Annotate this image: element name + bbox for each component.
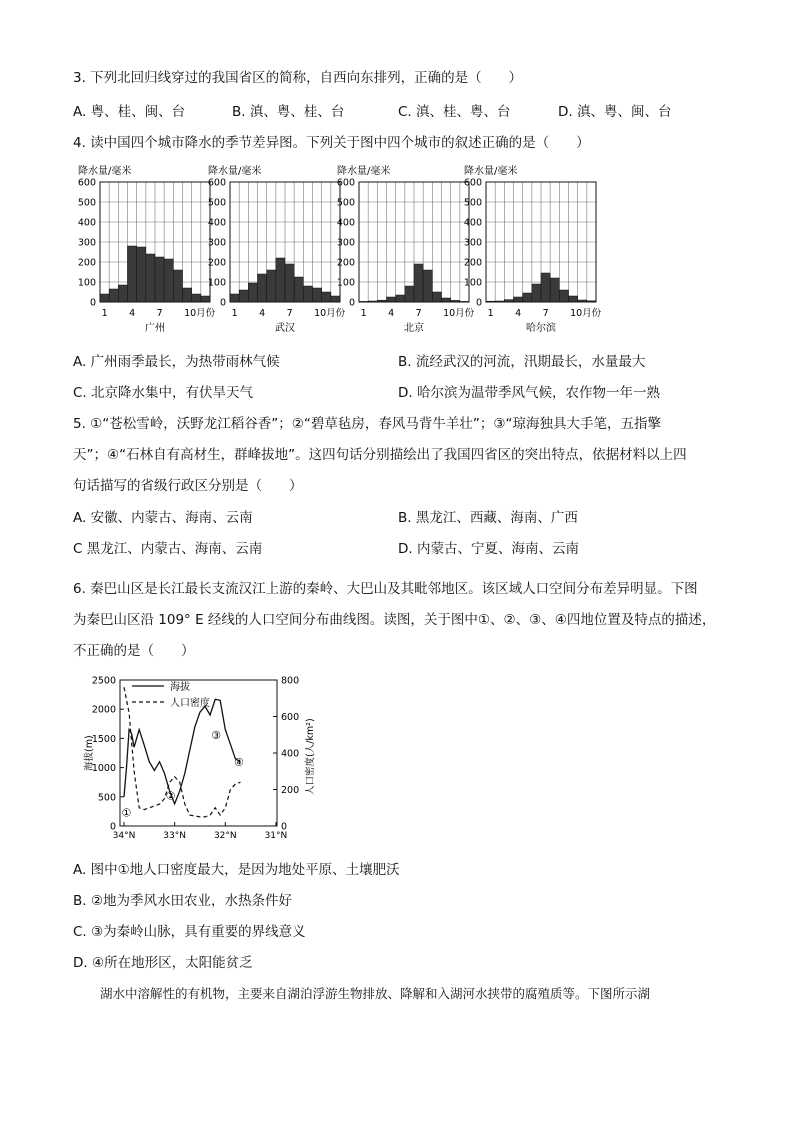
q5-stem-line-3: 句话描写的省级行政区分别是（ ） — [73, 478, 303, 494]
q5-option-b[interactable]: B. 黑龙江、西藏、海南、广西 — [398, 510, 578, 526]
q6-option-c[interactable]: C. ③为秦岭山脉，具有重要的界线意义 — [73, 924, 306, 940]
y-tick-label: 500 — [207, 197, 226, 209]
precip-bar — [322, 292, 331, 302]
precip-chart-wuhan — [208, 164, 346, 334]
y-tick-label: 500 — [336, 197, 355, 209]
x-tick-label: 33°N — [163, 831, 186, 841]
x-tick-label: 32°N — [213, 831, 237, 841]
q3-option-d[interactable]: D. 滇、粤、闽、台 — [558, 104, 672, 120]
q5-option-d[interactable]: D. 内蒙古、宁夏、海南、云南 — [398, 541, 579, 557]
precip-charts — [70, 158, 610, 338]
x-tick-label: 1 — [487, 308, 494, 319]
y-tick-label: 200 — [207, 257, 226, 269]
precip-bar — [146, 254, 155, 302]
precip-chart-harbin — [464, 164, 602, 334]
y-tick-label: 100 — [336, 277, 355, 289]
y-tick-label: 400 — [463, 217, 482, 229]
precip-bar — [414, 264, 423, 302]
precip-bar — [294, 277, 303, 302]
y-tick-label: 100 — [463, 277, 482, 289]
q5-stem-line-1: 5. ①“苍松雪岭，沃野龙江稻谷香”；②“碧草毡房，春风马背牛羊壮”；③“琼海独具大手笔，五指擎 — [73, 416, 661, 432]
precip-bar — [276, 258, 285, 302]
precip-bar — [405, 286, 414, 302]
elevation-line — [124, 699, 241, 804]
precip-bar — [387, 297, 396, 302]
y-tick-label: 200 — [336, 257, 355, 269]
footer-text: 湖水中溶解性的有机物，主要来自湖泊浮游生物排放、降解和入湖河水挟带的腐殖质等。下图所示湖 — [100, 986, 651, 1001]
right-tick-label: 400 — [281, 748, 300, 760]
precip-city-label: 武汉 — [275, 323, 295, 334]
x-tick-label: 10月份 — [314, 308, 346, 319]
q4-option-d[interactable]: D. 哈尔滨为温带季风气候，农作物一年一熟 — [398, 385, 660, 401]
precip-bar — [164, 259, 173, 302]
point-label: ③ — [211, 728, 222, 742]
precip-bar — [109, 289, 118, 302]
left-tick-label: 1500 — [91, 733, 116, 745]
right-axis-title: 人口密度(人/km²) — [305, 718, 316, 795]
y-tick-label: 300 — [207, 237, 226, 249]
precip-bar — [155, 257, 164, 302]
q4-option-a[interactable]: A. 广州雨季最长，为热带雨林气候 — [73, 354, 280, 370]
precip-bar — [442, 298, 451, 302]
q3-option-a[interactable]: A. 粤、桂、闽、台 — [73, 104, 186, 120]
right-tick-label: 600 — [281, 712, 300, 723]
y-tick-label: 300 — [336, 237, 355, 249]
y-tick-label: 300 — [77, 237, 96, 249]
y-tick-label: 200 — [463, 257, 482, 269]
q6-stem-line-1: 6. 秦巴山区是长江最长支流汉江上游的秦岭、大巴山及其毗邻地区。该区域人口空间分布差异明显。下图 — [73, 581, 698, 597]
point-label: ④ — [233, 755, 244, 769]
precip-bar — [559, 290, 568, 302]
left-tick-label: 1000 — [91, 763, 116, 775]
q4-stem: 4. 读中国四个城市降水的季节差异图。下列关于图中四个城市的叙述正确的是（ ） — [73, 135, 590, 151]
y-tick-label: 100 — [207, 277, 226, 289]
q4-option-b[interactable]: B. 流经武汉的河流，汛期最长，水量最大 — [398, 354, 646, 370]
y-tick-label: 0 — [89, 297, 96, 309]
y-tick-label: 600 — [336, 177, 355, 189]
q5-option-a[interactable]: A. 安徽、内蒙古、海南、云南 — [73, 510, 253, 526]
x-tick-label: 10月份 — [570, 308, 602, 319]
y-tick-label: 500 — [463, 197, 482, 209]
precip-bar — [569, 296, 578, 302]
x-tick-label: 7 — [415, 308, 422, 319]
precip-bar — [137, 247, 146, 302]
precip-bar — [303, 286, 312, 302]
precip-bar — [285, 264, 294, 302]
precip-ylabel: 降水量/毫米 — [337, 166, 391, 177]
x-tick-label: 4 — [515, 308, 522, 319]
x-tick-label: 1 — [231, 308, 238, 319]
x-tick-label: 7 — [542, 308, 549, 319]
y-tick-label: 300 — [463, 237, 482, 249]
q3-stem: 3. 下列北回归线穿过的我国省区的简称，自西向东排列，正确的是（ ） — [73, 70, 523, 86]
legend-population-label: 人口密度 — [170, 698, 210, 709]
y-tick-label: 0 — [219, 297, 226, 309]
precip-bar — [523, 293, 532, 302]
precip-bar — [230, 294, 239, 302]
line-chart-group — [83, 676, 316, 842]
precip-bar — [267, 270, 276, 302]
precip-bar — [550, 278, 559, 302]
y-tick-label: 0 — [475, 297, 482, 309]
x-tick-label: 1 — [360, 308, 367, 319]
q3-option-c[interactable]: C. 滇、桂、粤、台 — [398, 104, 511, 120]
precip-ylabel: 降水量/毫米 — [464, 166, 518, 177]
q6-stem-line-2: 为秦巴山区沿 109° E 经线的人口空间分布曲线图。读图，关于图中①、②、③、④四地位置及特点的描述， — [73, 612, 716, 628]
precip-bar — [192, 294, 201, 302]
x-tick-label: 4 — [129, 308, 136, 319]
precip-city-label: 哈尔滨 — [526, 323, 556, 334]
q6-option-a[interactable]: A. 图中①地人口密度最大，是因为地处平原、土壤肥沃 — [73, 862, 400, 878]
y-tick-label: 400 — [336, 217, 355, 229]
point-label: ② — [165, 789, 176, 803]
y-tick-label: 400 — [77, 217, 96, 229]
q6-option-d[interactable]: D. ④所在地形区，太阳能贫乏 — [73, 955, 253, 971]
y-tick-label: 600 — [207, 177, 226, 189]
precip-ylabel: 降水量/毫米 — [78, 166, 132, 177]
right-tick-label: 0 — [281, 821, 288, 833]
x-tick-label: 34°N — [112, 831, 136, 841]
y-tick-label: 600 — [463, 177, 482, 189]
x-tick-label: 4 — [388, 308, 395, 319]
precip-chart-beijing — [337, 164, 475, 334]
q4-option-c[interactable]: C. 北京降水集中，有伏旱天气 — [73, 385, 254, 401]
left-tick-label: 500 — [97, 792, 116, 804]
q6-option-b[interactable]: B. ②地为季风水田农业，水热条件好 — [73, 893, 292, 909]
point-label: ① — [121, 806, 132, 820]
precip-bar — [532, 284, 541, 302]
precip-bar — [173, 270, 182, 302]
precip-chart-guangzhou — [78, 164, 216, 334]
precip-bar — [396, 295, 405, 302]
precip-bar — [514, 297, 523, 302]
elevation-population-chart — [70, 668, 330, 843]
precip-bar — [313, 288, 322, 302]
q3-option-b[interactable]: B. 滇、粤、桂、台 — [232, 104, 345, 120]
precip-bar — [239, 290, 248, 302]
q5-option-c[interactable]: C 黑龙江、内蒙古、海南、云南 — [73, 541, 263, 557]
left-tick-label: 0 — [109, 821, 116, 833]
x-tick-label: 10月份 — [184, 308, 216, 319]
x-tick-label: 1 — [101, 308, 108, 319]
q6-stem-line-3: 不正确的是（ ） — [73, 643, 195, 659]
q5-stem-line-2: 天”；④“石林自有高材生，群峰拔地”。这四句话分别描绘出了我国四省区的突出特点，依据材料以上四 — [73, 447, 687, 463]
y-tick-label: 0 — [348, 297, 355, 309]
precip-bar — [201, 296, 210, 302]
y-tick-label: 100 — [77, 277, 96, 289]
precip-bar — [183, 288, 192, 302]
x-tick-label: 7 — [156, 308, 163, 319]
y-tick-label: 400 — [207, 217, 226, 229]
x-tick-label: 4 — [259, 308, 266, 319]
left-tick-label: 2500 — [91, 675, 116, 687]
precip-bar — [128, 246, 137, 302]
precip-bar — [258, 274, 267, 302]
precip-ylabel: 降水量/毫米 — [208, 166, 262, 177]
precip-bar — [331, 296, 340, 302]
x-tick-label: 7 — [286, 308, 293, 319]
precip-bar — [118, 285, 127, 302]
precip-bar — [248, 283, 257, 302]
right-tick-label: 800 — [281, 675, 300, 687]
precip-bar — [100, 294, 109, 302]
y-tick-label: 200 — [77, 257, 96, 269]
precip-bar — [432, 292, 441, 302]
precip-bar — [423, 270, 432, 302]
legend-elevation-label: 海拔 — [170, 682, 190, 693]
y-tick-label: 500 — [77, 197, 96, 209]
right-tick-label: 200 — [281, 785, 300, 796]
precip-city-label: 广州 — [145, 323, 165, 334]
left-axis-title: 海拔(m) — [84, 735, 95, 771]
precip-city-label: 北京 — [404, 323, 424, 334]
precip-bar — [541, 273, 550, 302]
x-tick-label: 31°N — [264, 831, 288, 841]
x-tick-label: 10月份 — [443, 308, 475, 319]
y-tick-label: 600 — [77, 177, 96, 189]
left-tick-label: 2000 — [91, 704, 116, 716]
